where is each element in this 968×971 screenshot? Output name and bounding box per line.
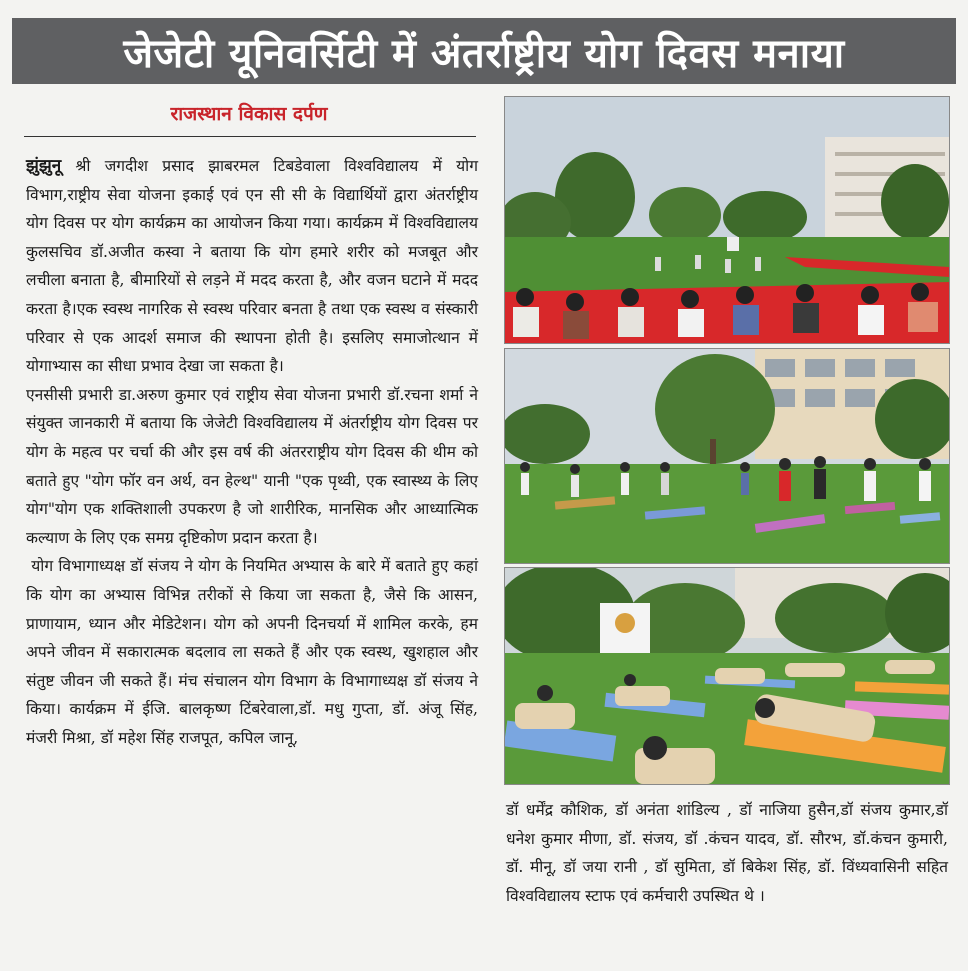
- article-continuation: डॉ धर्मेंद्र कौशिक, डॉ अनंता शांडिल्य , डॉ नाजिया हुसैन,डॉ संजय कुमार,डॉ धनेश कुमार मीणा, डॉ. संजय, डॉ .कंचन यादव, डॉ. सौरभ, डॉ.कंचन कुमारी, डॉ. मीनू, डॉ जया रानी , डॉ सुमिता, डॉ बिकेश सिंह, डॉ. विंध्यवासिनी सहित विश्वविद्यालय स्टाफ एवं कर्मचारी उपस्थित थे ।: [506, 801, 948, 905]
- photo-yoga-standing-group-image: [505, 349, 949, 563]
- article-paragraph-1: झुंझुनू श्री जगदीश प्रसाद झाबरमल टिबडेवाला विश्वविद्यालय में योग विभाग,राष्ट्रीय सेवा योजना इकाई एवं एन सी सी के विद्यार्थियों द्वारा अंतर्राष्ट्रीय योग दिवस पर योग कार्यक्रम का आयोजन किया गया। कार्यक्रम में विश्वविद्यालय कुलसचिव डॉ.अजीत कस्वा ने बताया कि योग हमारे शरीर को मजबूत और लचीला बनाता है, बीमारियों से लड़ने में मदद करता है, और वजन घटाने में मदद करता है।एक स्वस्थ नागरिक से स्वस्थ परिवार बनता है तथा एक स्वस्थ व संस्कारी परिवार से एक आदर्श समाज की स्थापना होती है। इसलिए समाजोत्थान में योगाभ्यास का सीधा प्रभाव देखा जा सकता है।: [26, 156, 478, 376]
- headline: जेजेटी यूनिवर्सिटी में अंतर्राष्ट्रीय योग दिवस मनाया: [12, 18, 956, 84]
- byline-divider: [24, 136, 476, 137]
- photo-yoga-seated-group: [504, 96, 950, 344]
- article-paragraph-3: योग विभागाध्यक्ष डॉ संजय ने योग के नियमित अभ्यास के बारे में बताते हुए कहां कि योग का अभ्यास विभिन्न तरीकों से किया जा सकता है, जैसे कि आसन, प्राणायाम, ध्यान और मेडिटेशन। योग को अपनी दिनचर्या में शामिल करके, हम अपने जीवन में सकारात्मक बदलाव ला सकते हैं और एक स्वस्थ, खुशहाल और संतुष्ट जीवन जी सकते हैं। मंच संचालन योग विभाग के विभागाध्यक्ष डॉ संजय ने किया। कार्यक्रम में ईजि. बालकृष्ण टिंबरेवाला,डॉ. मधु गुप्ता, डॉ. अंजू सिंह, मंजरी मिश्रा, डॉ महेश सिंह राजपूत, कपिल जानू,: [26, 557, 478, 747]
- article-body: [26, 152, 478, 932]
- photo-yoga-cadets-lying: [504, 567, 950, 785]
- dateline: झुंझुनू: [26, 156, 62, 176]
- byline: राजस्थान विकास दर्पण: [170, 103, 328, 125]
- photo-yoga-seated-group-image: [505, 97, 949, 343]
- article-paragraph-2: एनसीसी प्रभारी डा.अरुण कुमार एवं राष्ट्रीय सेवा योजना प्रभारी डॉ.रचना शर्मा ने संयुक्त जानकारी में बताया कि जेजेटी विश्वविद्यालय में अंतर्राष्ट्रीय योग दिवस पर योग के महत्व पर चर्चा की और इस वर्ष की अंतरराष्ट्रीय योग दिवस की थीम को बताते हुए "योग फॉर वन अर्थ, वन हेल्थ" यानी "एक पृथ्वी, एक स्वास्थ्य के लिए योग"योग एक शक्तिशाली उपकरण है जो शारीरिक, मानसिक और आध्यात्मिक कल्याण के लिए एक समग्र दृष्टिकोण प्रदान करता है।: [26, 385, 478, 547]
- photo-yoga-standing-group: [504, 348, 950, 564]
- photo-yoga-cadets-lying-image: [505, 568, 949, 784]
